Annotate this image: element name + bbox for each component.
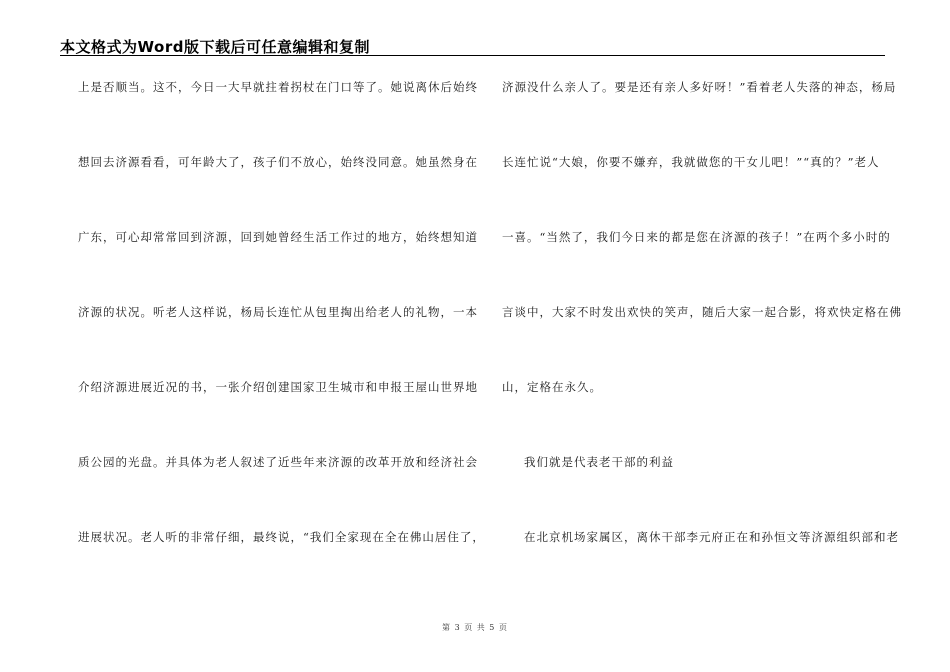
- page-number-footer: 第 3 页 共 5 页: [442, 623, 508, 632]
- left-text-line: 广东，可心却常常回到济源，回到她曾经生活工作过的地方，始终想知道: [78, 230, 478, 244]
- right-text-line: 在北京机场家属区，离休干部李元府正在和孙恒文等济源组织部和老: [524, 530, 899, 544]
- left-text-line: 进展状况。老人听的非常仔细，最终说，“我们全家现在全在佛山居住了，: [78, 530, 485, 544]
- left-text-line: 想回去济源看看，可年龄大了，孩子们不放心，始终没同意。她虽然身在: [78, 155, 478, 169]
- section-heading: 我们就是代表老干部的利益: [524, 455, 674, 469]
- right-text-line: 言谈中，大家不时发出欢快的笑声，随后大家一起合影，将欢快定格在佛: [502, 305, 902, 319]
- right-text-line: 一喜。“当然了，我们今日来的都是您在济源的孩子！”在两个多小时的: [502, 230, 891, 244]
- document-header-title: 本文格式为Word版下载后可任意编辑和复制: [60, 38, 370, 56]
- right-text-line: 济源没什么亲人了。要是还有亲人多好呀！”看着老人失落的神态，杨局: [502, 80, 897, 94]
- header-divider: [60, 55, 885, 56]
- left-text-line: 济源的状况。听老人这样说，杨局长连忙从包里掏出给老人的礼物，一本: [78, 305, 478, 319]
- right-text-line: 长连忙说“大娘，你要不嫌弃，我就做您的干女儿吧！”“真的？”老人: [502, 155, 880, 169]
- left-text-line: 介绍济源进展近况的书，一张介绍创建国家卫生城市和申报王屋山世界地: [78, 380, 478, 394]
- left-text-line: 质公园的光盘。并具体为老人叙述了近些年来济源的改革开放和经济社会: [78, 455, 478, 469]
- right-text-line: 山，定格在永久。: [502, 380, 602, 394]
- left-text-line: 上是否顺当。这不，今日一大早就拄着拐杖在门口等了。她说离休后始终: [78, 80, 478, 94]
